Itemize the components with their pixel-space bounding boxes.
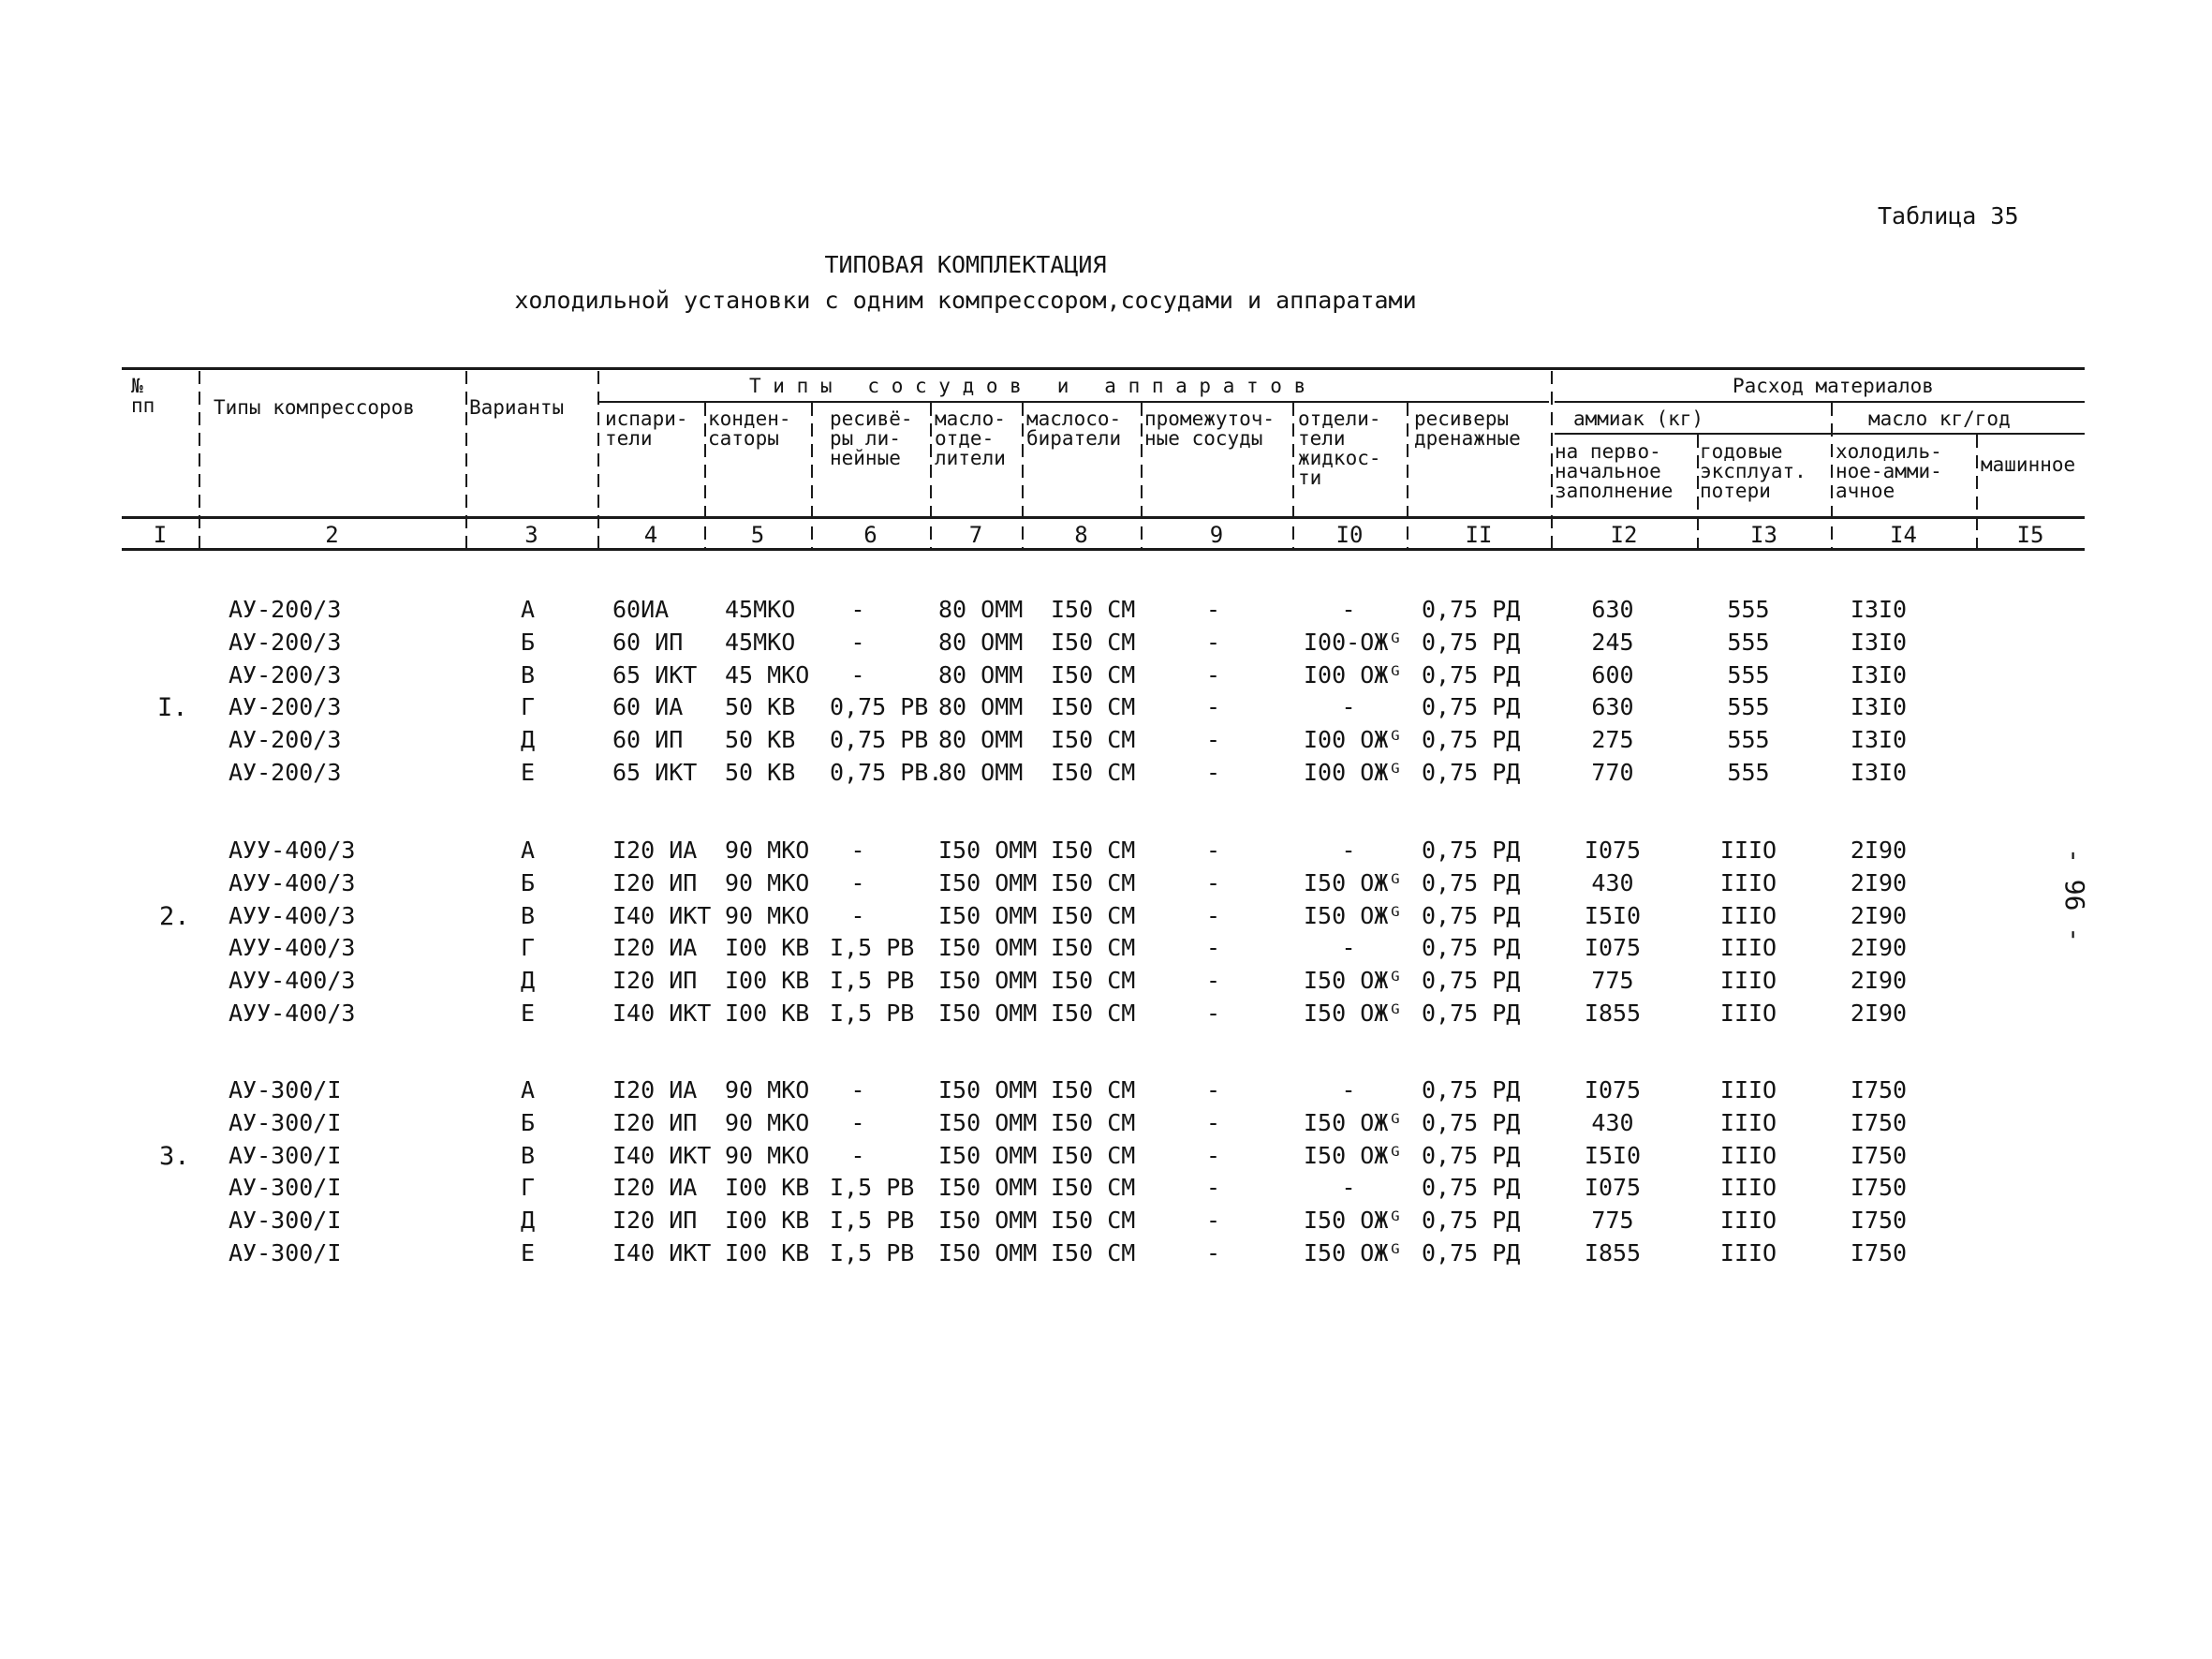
compressor-cell: АУ-300/I xyxy=(229,1076,342,1104)
variant-cell: Д xyxy=(521,967,536,995)
oil-collector-cell: I50 СМ xyxy=(1051,660,1136,689)
evaporator-cell: I40 ИКТ xyxy=(612,1000,712,1027)
receiver-cell: I,5 РВ xyxy=(830,934,915,962)
liquid-separator-cell: I50 ОЖᴳ xyxy=(1304,1239,1403,1266)
variant-cell: А xyxy=(521,596,536,623)
column-number: 4 xyxy=(643,522,658,548)
initial-fill-cell: 775 xyxy=(1591,967,1634,995)
compressor-cell: АУ-200/3 xyxy=(229,596,342,623)
compressor-cell: АУ-300/I xyxy=(229,1174,342,1202)
variant-cell: Г xyxy=(521,934,536,962)
oil-separator-cell: I50 ОММ xyxy=(938,1108,1038,1136)
oil-refrigerant-cell: I3I0 xyxy=(1850,693,1908,721)
drain-receiver-cell: 0,75 РД xyxy=(1422,1141,1521,1169)
oil-separator-cell: 80 ОММ xyxy=(938,759,1024,786)
header-drain-receivers: ресиверы дренажные xyxy=(1414,407,1521,450)
receiver-cell: I,5 РВ xyxy=(830,1239,915,1266)
condenser-cell: 90 МКО xyxy=(725,1108,810,1136)
evaporator-cell: I40 ИКТ xyxy=(612,901,712,929)
annual-loss-cell: IIIO xyxy=(1719,837,1777,864)
initial-fill-cell: 630 xyxy=(1591,693,1634,721)
condenser-cell: 90 МКО xyxy=(725,868,810,896)
drain-receiver-cell: 0,75 РД xyxy=(1422,1076,1521,1104)
header-oil-collectors: маслосо- биратели xyxy=(1026,407,1122,450)
oil-collector-cell: I50 СМ xyxy=(1051,1000,1136,1027)
annual-loss-cell: IIIO xyxy=(1719,1174,1777,1202)
initial-fill-cell: 430 xyxy=(1591,868,1634,896)
compressor-cell: АУУ-400/3 xyxy=(229,837,356,864)
condenser-cell: 45МКО xyxy=(725,596,796,623)
evaporator-cell: 65 ИКТ xyxy=(612,660,698,689)
variant-cell: Б xyxy=(521,628,536,656)
condenser-cell: I00 КВ xyxy=(725,1207,810,1235)
oil-collector-cell: I50 СМ xyxy=(1051,934,1136,962)
intermediate-cell: - xyxy=(1206,1000,1221,1027)
oil-separator-cell: I50 ОММ xyxy=(938,1207,1038,1235)
initial-fill-cell: I075 xyxy=(1584,837,1642,864)
initial-fill-cell: I075 xyxy=(1584,1174,1642,1202)
receiver-cell: - xyxy=(850,628,865,656)
header-annual-losses: годовые эксплуат. потери xyxy=(1700,440,1806,502)
receiver-cell: - xyxy=(850,901,865,929)
intermediate-cell: - xyxy=(1206,660,1221,689)
liquid-separator-cell: I00 ОЖᴳ xyxy=(1304,660,1403,689)
initial-fill-cell: 630 xyxy=(1591,596,1634,623)
receiver-cell: I,5 РВ xyxy=(830,1174,915,1202)
oil-refrigerant-cell: I750 xyxy=(1850,1174,1908,1202)
initial-fill-cell: 245 xyxy=(1591,628,1634,656)
condenser-cell: 45 МКО xyxy=(725,660,810,689)
materials-group-rule xyxy=(1555,401,2085,403)
column-number: II xyxy=(1465,522,1493,548)
compressor-cell: АУ-200/3 xyxy=(229,693,342,721)
header-initial-fill: на перво- начальное заполнение xyxy=(1555,440,1674,502)
liquid-separator-cell: I50 ОЖᴳ xyxy=(1304,1108,1403,1136)
receiver-cell: 0,75 РВ. xyxy=(830,759,943,786)
annual-loss-cell: 555 xyxy=(1727,726,1770,754)
liquid-separator-cell: - xyxy=(1341,693,1356,721)
oil-collector-cell: I50 СМ xyxy=(1051,628,1136,656)
header-num: № пп xyxy=(131,375,155,417)
intermediate-cell: - xyxy=(1206,901,1221,929)
annual-loss-cell: IIIO xyxy=(1719,1108,1777,1136)
drain-receiver-cell: 0,75 РД xyxy=(1422,628,1521,656)
compressor-cell: АУ-200/3 xyxy=(229,726,342,754)
liquid-separator-cell: I50 ОЖᴳ xyxy=(1304,901,1403,929)
annual-loss-cell: IIIO xyxy=(1719,1239,1777,1266)
header-compressor: Типы компрессоров xyxy=(214,396,415,419)
oil-refrigerant-cell: I750 xyxy=(1850,1108,1908,1136)
oil-collector-cell: I50 СМ xyxy=(1051,868,1136,896)
variant-cell: В xyxy=(521,660,536,689)
liquid-separator-cell: I50 ОЖᴳ xyxy=(1304,967,1403,995)
receiver-cell: - xyxy=(850,837,865,864)
variant-cell: А xyxy=(521,837,536,864)
intermediate-cell: - xyxy=(1206,837,1221,864)
compressor-cell: АУ-300/I xyxy=(229,1141,342,1169)
receiver-cell: I,5 РВ xyxy=(830,1000,915,1027)
column-number: 2 xyxy=(325,522,339,548)
oil-refrigerant-cell: 2I90 xyxy=(1850,934,1908,962)
column-number: I3 xyxy=(1750,522,1777,548)
column-number: I4 xyxy=(1890,522,1917,548)
evaporator-cell: I20 ИА xyxy=(612,1076,698,1104)
condenser-cell: 90 МКО xyxy=(725,1076,810,1104)
compressor-cell: АУУ-400/3 xyxy=(229,934,356,962)
annual-loss-cell: IIIO xyxy=(1719,1076,1777,1104)
annual-loss-cell: IIIO xyxy=(1719,967,1777,995)
intermediate-cell: - xyxy=(1206,596,1221,623)
annual-loss-cell: 555 xyxy=(1727,693,1770,721)
annual-loss-cell: IIIO xyxy=(1719,868,1777,896)
variant-cell: В xyxy=(521,901,536,929)
drain-receiver-cell: 0,75 РД xyxy=(1422,934,1521,962)
compressor-cell: АУ-200/3 xyxy=(229,759,342,786)
initial-fill-cell: I855 xyxy=(1584,1239,1642,1266)
condenser-cell: I00 КВ xyxy=(725,1000,810,1027)
oil-separator-cell: I50 ОММ xyxy=(938,1141,1038,1169)
oil-refrigerant-cell: I3I0 xyxy=(1850,726,1908,754)
table-top-rule xyxy=(122,367,2085,370)
column-number: I2 xyxy=(1610,522,1638,548)
condenser-cell: 90 МКО xyxy=(725,1141,810,1169)
intermediate-cell: - xyxy=(1206,1239,1221,1266)
drain-receiver-cell: 0,75 РД xyxy=(1422,1000,1521,1027)
oil-collector-cell: I50 СМ xyxy=(1051,726,1136,754)
oil-collector-cell: I50 СМ xyxy=(1051,901,1136,929)
column-number: I5 xyxy=(2016,522,2044,548)
column-number: 8 xyxy=(1074,522,1088,548)
oil-separator-cell: I50 ОММ xyxy=(938,1076,1038,1104)
liquid-separator-cell: - xyxy=(1341,1076,1356,1104)
intermediate-cell: - xyxy=(1206,693,1221,721)
header-linear-receivers: ресивё- ры ли- нейные xyxy=(830,407,913,469)
oil-refrigerant-cell: I750 xyxy=(1850,1141,1908,1169)
drain-receiver-cell: 0,75 РД xyxy=(1422,901,1521,929)
header-oil-separators: масло- отде- лители xyxy=(935,407,1006,469)
condenser-cell: I00 КВ xyxy=(725,934,810,962)
intermediate-cell: - xyxy=(1206,628,1221,656)
evaporator-cell: 60ИА xyxy=(612,596,670,623)
oil-collector-cell: I50 СМ xyxy=(1051,1239,1136,1266)
column-number: 9 xyxy=(1209,522,1224,548)
intermediate-cell: - xyxy=(1206,759,1221,786)
liquid-separator-cell: I50 ОЖᴳ xyxy=(1304,1207,1403,1235)
column-number: 3 xyxy=(524,522,538,548)
intermediate-cell: - xyxy=(1206,868,1221,896)
column-number: 5 xyxy=(750,522,765,548)
variant-cell: Е xyxy=(521,1239,536,1266)
evaporator-cell: I20 ИП xyxy=(612,1108,698,1136)
column-number: 6 xyxy=(863,522,877,548)
drain-receiver-cell: 0,75 РД xyxy=(1422,693,1521,721)
condenser-cell: I00 КВ xyxy=(725,967,810,995)
oil-separator-cell: I50 ОММ xyxy=(938,967,1038,995)
oil-refrigerant-cell: I3I0 xyxy=(1850,660,1908,689)
header-materials-group: Расход материалов xyxy=(1733,375,1934,397)
liquid-separator-cell: I00-ОЖᴳ xyxy=(1304,628,1403,656)
oil-refrigerant-cell: 2I90 xyxy=(1850,837,1908,864)
table-label: Таблица 35 xyxy=(1878,202,2019,230)
oil-refrigerant-cell: I750 xyxy=(1850,1207,1908,1235)
liquid-separator-cell: I00 ОЖᴳ xyxy=(1304,759,1403,786)
oil-refrigerant-cell: 2I90 xyxy=(1850,1000,1908,1027)
variant-cell: Е xyxy=(521,759,536,786)
drain-receiver-cell: 0,75 РД xyxy=(1422,726,1521,754)
annual-loss-cell: 555 xyxy=(1727,759,1770,786)
compressor-cell: АУУ-400/3 xyxy=(229,1000,356,1027)
initial-fill-cell: 430 xyxy=(1591,1108,1634,1136)
variant-cell: Б xyxy=(521,868,536,896)
condenser-cell: 45МКО xyxy=(725,628,796,656)
initial-fill-cell: 775 xyxy=(1591,1207,1634,1235)
receiver-cell: 0,75 РВ xyxy=(830,726,929,754)
oil-refrigerant-cell: 2I90 xyxy=(1850,868,1908,896)
column-number: 7 xyxy=(968,522,983,548)
receiver-cell: - xyxy=(850,1108,865,1136)
receiver-cell: - xyxy=(850,1076,865,1104)
header-bottom-rule xyxy=(122,516,2085,519)
oil-separator-cell: I50 ОММ xyxy=(938,1000,1038,1027)
intermediate-cell: - xyxy=(1206,967,1221,995)
oil-collector-cell: I50 СМ xyxy=(1051,1108,1136,1136)
compressor-cell: АУ-300/I xyxy=(229,1207,342,1235)
drain-receiver-cell: 0,75 РД xyxy=(1422,1108,1521,1136)
oil-separator-cell: 80 ОММ xyxy=(938,660,1024,689)
header-evaporators: испари- тели xyxy=(605,407,688,450)
annual-loss-cell: IIIO xyxy=(1719,1141,1777,1169)
variant-cell: Г xyxy=(521,1174,536,1202)
header-ammonia-group: аммиак (кг) xyxy=(1573,407,1704,430)
initial-fill-cell: 275 xyxy=(1591,726,1634,754)
intermediate-cell: - xyxy=(1206,1141,1221,1169)
oil-refrigerant-cell: I3I0 xyxy=(1850,596,1908,623)
drain-receiver-cell: 0,75 РД xyxy=(1422,660,1521,689)
header-oil-refrigerant: холодиль- ное-амми- ачное xyxy=(1836,440,1942,502)
receiver-cell: 0,75 РВ xyxy=(830,693,929,721)
annual-loss-cell: 555 xyxy=(1727,628,1770,656)
table-subtitle: холодильной установки с одним компрессором,сосудами и аппаратами xyxy=(514,287,1417,314)
evaporator-cell: I20 ИА xyxy=(612,1174,698,1202)
condenser-cell: 50 КВ xyxy=(725,759,796,786)
header-oil-machine: машинное xyxy=(1981,453,2076,476)
drain-receiver-cell: 0,75 РД xyxy=(1422,1174,1521,1202)
evaporator-cell: 60 ИП xyxy=(612,726,684,754)
liquid-separator-cell: I50 ОЖᴳ xyxy=(1304,1000,1403,1027)
condenser-cell: I00 КВ xyxy=(725,1239,810,1266)
annual-loss-cell: IIIO xyxy=(1719,901,1777,929)
liquid-separator-cell: I50 ОЖᴳ xyxy=(1304,868,1403,896)
evaporator-cell: I20 ИП xyxy=(612,1207,698,1235)
oil-collector-cell: I50 СМ xyxy=(1051,1076,1136,1104)
receiver-cell: I,5 РВ xyxy=(830,1207,915,1235)
compressor-cell: АУУ-400/3 xyxy=(229,901,356,929)
condenser-cell: 50 КВ xyxy=(725,693,796,721)
oil-separator-cell: 80 ОММ xyxy=(938,628,1024,656)
compressor-cell: АУ-200/3 xyxy=(229,628,342,656)
liquid-separator-cell: - xyxy=(1341,596,1356,623)
annual-loss-cell: IIIO xyxy=(1719,934,1777,962)
drain-receiver-cell: 0,75 РД xyxy=(1422,868,1521,896)
variant-cell: Д xyxy=(521,1207,536,1235)
evaporator-cell: I20 ИА xyxy=(612,837,698,864)
oil-separator-cell: I50 ОММ xyxy=(938,934,1038,962)
oil-separator-cell: I50 ОММ xyxy=(938,1239,1038,1266)
initial-fill-cell: 770 xyxy=(1591,759,1634,786)
oil-collector-cell: I50 СМ xyxy=(1051,693,1136,721)
oil-refrigerant-cell: I3I0 xyxy=(1850,628,1908,656)
evaporator-cell: 60 ИА xyxy=(612,693,684,721)
liquid-separator-cell: - xyxy=(1341,934,1356,962)
initial-fill-cell: I5I0 xyxy=(1584,901,1642,929)
drain-receiver-cell: 0,75 РД xyxy=(1422,837,1521,864)
variant-cell: Б xyxy=(521,1108,536,1136)
oil-collector-cell: I50 СМ xyxy=(1051,759,1136,786)
drain-receiver-cell: 0,75 РД xyxy=(1422,1207,1521,1235)
oil-separator-cell: I50 ОММ xyxy=(938,868,1038,896)
table-title: ТИПОВАЯ КОМПЛЕКТАЦИЯ xyxy=(824,251,1107,278)
liquid-separator-cell: - xyxy=(1341,837,1356,864)
evaporator-cell: I40 ИКТ xyxy=(612,1141,712,1169)
oil-refrigerant-cell: I3I0 xyxy=(1850,759,1908,786)
receiver-cell: - xyxy=(850,660,865,689)
oil-separator-cell: 80 ОММ xyxy=(938,693,1024,721)
annual-loss-cell: IIIO xyxy=(1719,1000,1777,1027)
oil-collector-cell: I50 СМ xyxy=(1051,1141,1136,1169)
oil-separator-cell: 80 ОММ xyxy=(938,596,1024,623)
annual-loss-cell: 555 xyxy=(1727,660,1770,689)
oil-refrigerant-cell: I750 xyxy=(1850,1239,1908,1266)
column-number: I xyxy=(153,522,168,548)
initial-fill-cell: I855 xyxy=(1584,1000,1642,1027)
oil-refrigerant-cell: 2I90 xyxy=(1850,901,1908,929)
variant-cell: Г xyxy=(521,693,536,721)
receiver-cell: - xyxy=(850,868,865,896)
oil-refrigerant-cell: I750 xyxy=(1850,1076,1908,1104)
condenser-cell: 90 МКО xyxy=(725,837,810,864)
evaporator-cell: I40 ИКТ xyxy=(612,1239,712,1266)
oil-collector-cell: I50 СМ xyxy=(1051,1174,1136,1202)
intermediate-cell: - xyxy=(1206,1207,1221,1235)
oil-separator-cell: I50 ОММ xyxy=(938,837,1038,864)
evaporator-cell: I20 ИА xyxy=(612,934,698,962)
group-number: 2. xyxy=(159,901,190,931)
evaporator-cell: 60 ИП xyxy=(612,628,684,656)
oil-collector-cell: I50 СМ xyxy=(1051,837,1136,864)
compressor-cell: АУУ-400/3 xyxy=(229,868,356,896)
group-number: 3. xyxy=(159,1141,190,1171)
drain-receiver-cell: 0,75 РД xyxy=(1422,1239,1521,1266)
annual-loss-cell: IIIO xyxy=(1719,1207,1777,1235)
drain-receiver-cell: 0,75 РД xyxy=(1422,967,1521,995)
condenser-cell: 90 МКО xyxy=(725,901,810,929)
annual-loss-cell: 555 xyxy=(1727,596,1770,623)
oil-separator-cell: 80 ОММ xyxy=(938,726,1024,754)
receiver-cell: - xyxy=(850,596,865,623)
compressor-cell: АУУ-400/3 xyxy=(229,967,356,995)
compressor-cell: АУ-300/I xyxy=(229,1108,342,1136)
initial-fill-cell: I075 xyxy=(1584,1076,1642,1104)
intermediate-cell: - xyxy=(1206,1108,1221,1136)
condenser-cell: I00 КВ xyxy=(725,1174,810,1202)
oil-refrigerant-cell: 2I90 xyxy=(1850,967,1908,995)
intermediate-cell: - xyxy=(1206,1174,1221,1202)
header-liquid-separators: отдели- тели жидкос- ти xyxy=(1298,407,1381,489)
oil-collector-cell: I50 СМ xyxy=(1051,596,1136,623)
liquid-separator-cell: I50 ОЖᴳ xyxy=(1304,1141,1403,1169)
column-number: I0 xyxy=(1335,522,1364,548)
oil-separator-cell: I50 ОММ xyxy=(938,1174,1038,1202)
header-intermediate: промежуточ- ные сосуды xyxy=(1144,407,1276,450)
intermediate-cell: - xyxy=(1206,934,1221,962)
receiver-cell: I,5 РВ xyxy=(830,967,915,995)
receiver-cell: - xyxy=(850,1141,865,1169)
intermediate-cell: - xyxy=(1206,1076,1221,1104)
liquid-separator-cell: - xyxy=(1341,1174,1356,1202)
evaporator-cell: I20 ИП xyxy=(612,967,698,995)
oil-separator-cell: I50 ОММ xyxy=(938,901,1038,929)
liquid-separator-cell: I00 ОЖᴳ xyxy=(1304,726,1403,754)
oil-collector-cell: I50 СМ xyxy=(1051,1207,1136,1235)
evaporator-cell: 65 ИКТ xyxy=(612,759,698,786)
drain-receiver-cell: 0,75 РД xyxy=(1422,759,1521,786)
header-variant: Варианты xyxy=(469,396,565,419)
initial-fill-cell: 600 xyxy=(1591,660,1634,689)
materials-sub-rule xyxy=(1555,433,2085,435)
page-number: - 96 - xyxy=(2059,848,2090,943)
initial-fill-cell: I075 xyxy=(1584,934,1642,962)
column-numbers-rule xyxy=(122,548,2085,551)
header-vessels-group: Т и п ы с о с у д о в и а п п а р а т о в xyxy=(749,375,1306,397)
initial-fill-cell: I5I0 xyxy=(1584,1141,1642,1169)
evaporator-cell: I20 ИП xyxy=(612,868,698,896)
variant-cell: В xyxy=(521,1141,536,1169)
compressor-cell: АУ-200/3 xyxy=(229,660,342,689)
variant-cell: Е xyxy=(521,1000,536,1027)
oil-collector-cell: I50 СМ xyxy=(1051,967,1136,995)
variant-cell: А xyxy=(521,1076,536,1104)
compressor-cell: АУ-300/I xyxy=(229,1239,342,1266)
header-oil-group: масло кг/год xyxy=(1868,407,2011,430)
condenser-cell: 50 КВ xyxy=(725,726,796,754)
variant-cell: Д xyxy=(521,726,536,754)
group-number: I. xyxy=(157,693,188,723)
drain-receiver-cell: 0,75 РД xyxy=(1422,596,1521,623)
header-condensers: конден- саторы xyxy=(708,407,791,450)
intermediate-cell: - xyxy=(1206,726,1221,754)
